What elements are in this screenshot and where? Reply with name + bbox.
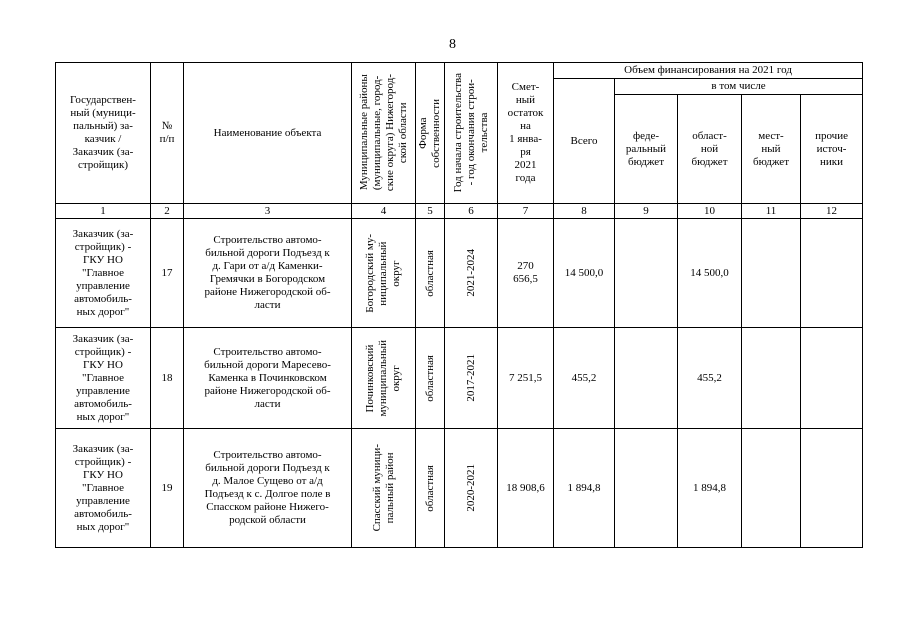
column-number-row <box>56 204 863 219</box>
column-number: 8 <box>554 204 615 219</box>
row-other <box>801 219 863 328</box>
header-other: прочие источ- ники <box>801 95 863 204</box>
row-years: 2021-2024 <box>445 219 498 328</box>
row-municipality: Богородский му- ниципальный округ <box>352 219 416 328</box>
row-total: 1 894,8 <box>554 429 615 548</box>
column-number: 12 <box>801 204 863 219</box>
row-object-name: Строительство автомо- бильной дороги Подъезд к д. Гари от а/д Каменки- Гремячки в Богородском районе Нижегородской об- ласти <box>184 219 352 328</box>
table-row <box>56 429 863 548</box>
row-estimate: 270 656,5 <box>498 219 554 328</box>
row-total: 455,2 <box>554 328 615 429</box>
header-local: мест- ный бюджет <box>742 95 801 204</box>
row-customer: Заказчик (за- стройщик) - ГКУ НО "Главное управление автомобиль- ных дорог" <box>56 328 151 429</box>
header-ownership: Форма собственности <box>416 63 445 204</box>
row-ownership: областная <box>416 219 445 328</box>
row-ownership: областная <box>416 328 445 429</box>
row-other <box>801 429 863 548</box>
row-total: 14 500,0 <box>554 219 615 328</box>
header-municipality: Муниципальные районы (муниципальные, город- ские округа) Нижегород- ской области <box>352 63 416 204</box>
row-no: 19 <box>151 429 184 548</box>
column-number: 3 <box>184 204 352 219</box>
table-row <box>56 328 863 429</box>
row-local <box>742 429 801 548</box>
row-regional: 455,2 <box>678 328 742 429</box>
financing-table <box>55 62 863 548</box>
row-customer: Заказчик (за- стройщик) - ГКУ НО "Главное управление автомобиль- ных дорог" <box>56 219 151 328</box>
row-estimate: 18 908,6 <box>498 429 554 548</box>
column-number: 10 <box>678 204 742 219</box>
row-estimate: 7 251,5 <box>498 328 554 429</box>
row-no: 18 <box>151 328 184 429</box>
header-funding-2021: Объем финансирования на 2021 год <box>554 63 863 79</box>
row-local <box>742 219 801 328</box>
row-federal <box>615 328 678 429</box>
row-customer: Заказчик (за- стройщик) - ГКУ НО "Главное управление автомобиль- ных дорог" <box>56 429 151 548</box>
row-object-name: Строительство автомо- бильной дороги Подъезд к д. Малое Сущево от а/д Подъезд к с. Долгое поле в Спасском районе Нижего- родской области <box>184 429 352 548</box>
column-number: 2 <box>151 204 184 219</box>
row-local <box>742 328 801 429</box>
row-municipality: Спасский муници- пальный район <box>352 429 416 548</box>
header-years: Год начала строительства - год окончания строи- тельства <box>445 63 498 204</box>
header-estimate: Смет- ный остаток на 1 янва- ря 2021 года <box>498 63 554 204</box>
column-number: 6 <box>445 204 498 219</box>
header-object-name: Наименование объекта <box>184 63 352 204</box>
row-no: 17 <box>151 219 184 328</box>
header-total: Всего <box>554 79 615 204</box>
column-number: 1 <box>56 204 151 219</box>
row-other <box>801 328 863 429</box>
header-row <box>56 63 863 79</box>
table-row <box>56 219 863 328</box>
row-federal <box>615 429 678 548</box>
column-number: 11 <box>742 204 801 219</box>
row-regional: 1 894,8 <box>678 429 742 548</box>
row-ownership: областная <box>416 429 445 548</box>
row-years: 2020-2021 <box>445 429 498 548</box>
column-number: 4 <box>352 204 416 219</box>
header-including: в том числе <box>615 79 863 95</box>
row-object-name: Строительство автомо- бильной дороги Маресево- Каменка в Починковском районе Нижегородской об- ласти <box>184 328 352 429</box>
header-no: № п/п <box>151 63 184 204</box>
row-years: 2017-2021 <box>445 328 498 429</box>
page-number: 8 <box>449 37 456 52</box>
header-regional: област- ной бюджет <box>678 95 742 204</box>
row-federal <box>615 219 678 328</box>
column-number: 5 <box>416 204 445 219</box>
row-regional: 14 500,0 <box>678 219 742 328</box>
row-municipality: Починковский муниципальный округ <box>352 328 416 429</box>
header-customer: Государствен- ный (муници- пальный) за- казчик / Заказчик (за- стройщик) <box>56 63 151 204</box>
header-federal: феде- ральный бюджет <box>615 95 678 204</box>
column-number: 7 <box>498 204 554 219</box>
column-number: 9 <box>615 204 678 219</box>
